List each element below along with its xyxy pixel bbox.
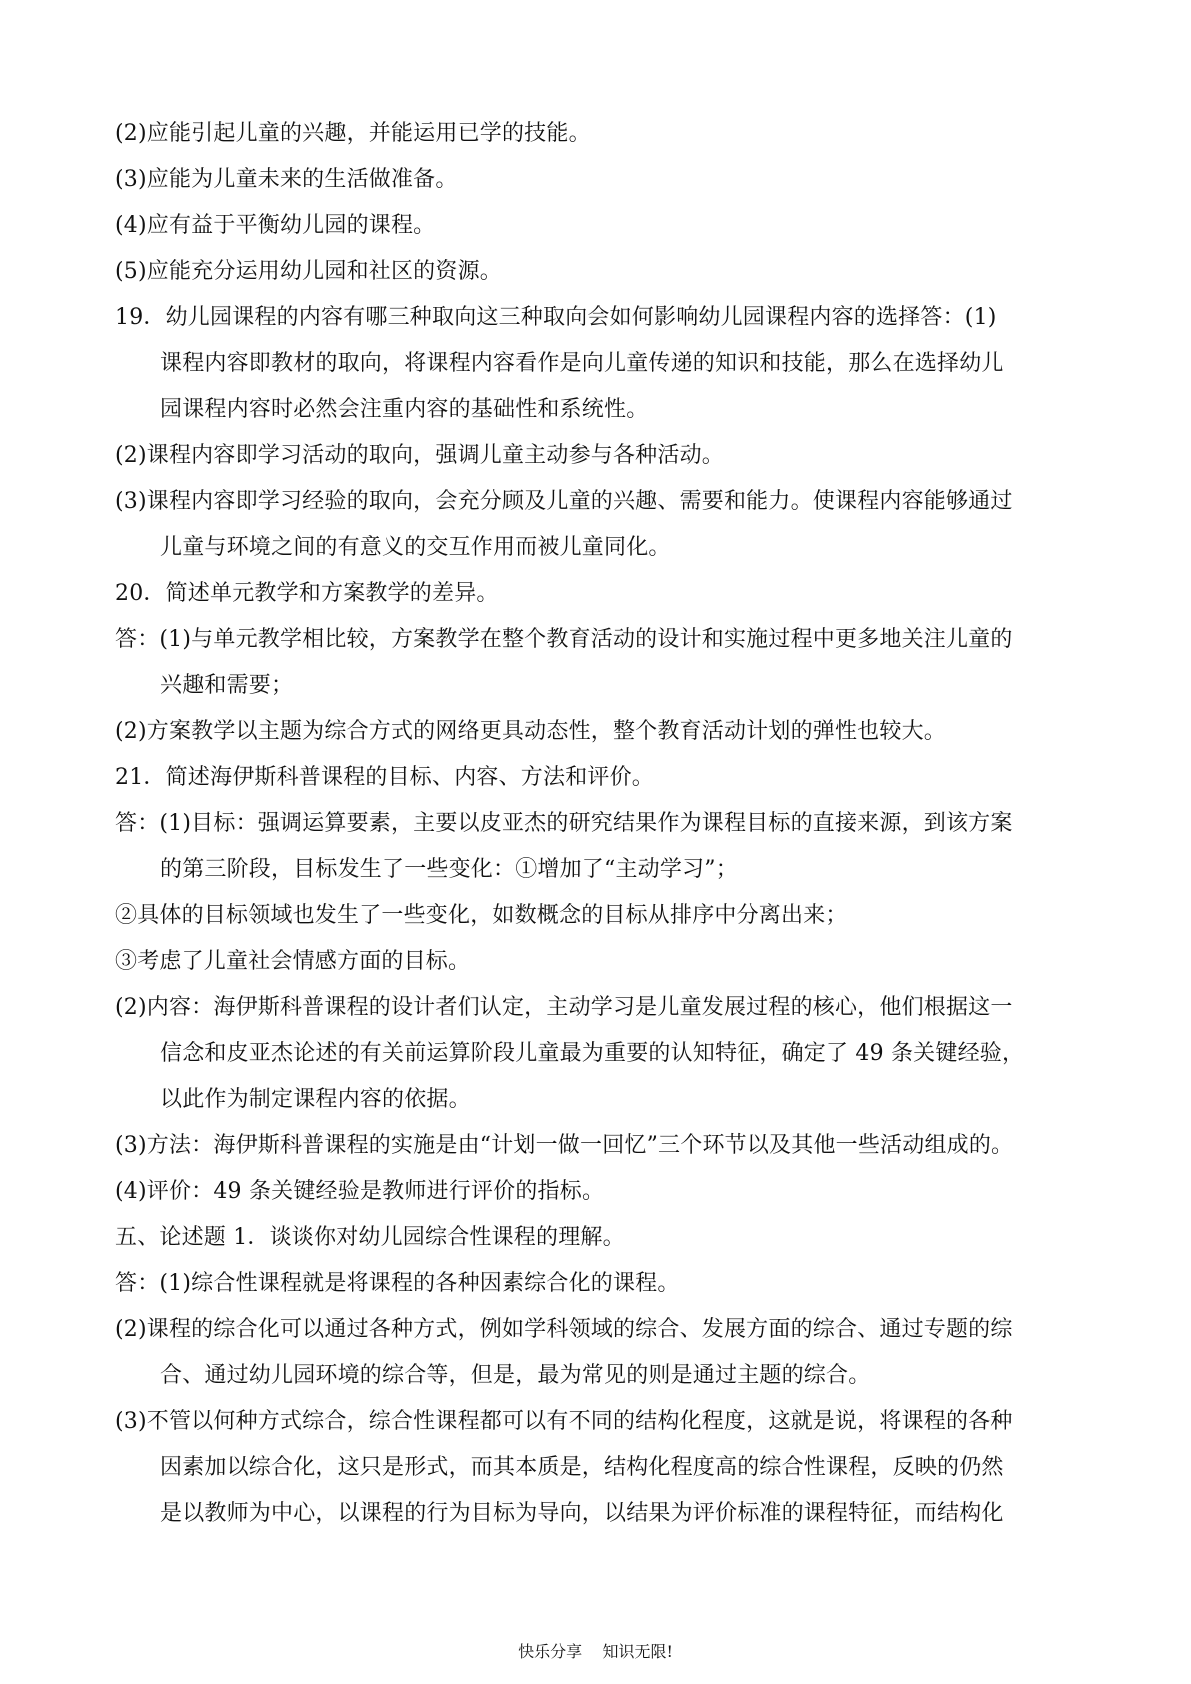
text-line-indented: 兴趣和需要； (160, 673, 294, 698)
text-line: (4)应有益于平衡幼儿园的课程。 (115, 213, 436, 238)
text-line: (3)不管以何种方式综合，综合性课程都可以有不同的结构化程度，这就是说，将课程的各种 (115, 1409, 1013, 1434)
answer-line: 答：(1)与单元教学相比较，方案教学在整个教育活动的设计和实施过程中更多地关注儿童的 (115, 627, 1013, 652)
text-line-indented: 是以教师为中心，以课程的行为目标为导向，以结果为评价标准的课程特征，而结构化 (160, 1501, 1004, 1526)
question-20-line: 20．简述单元教学和方案教学的差异。 (115, 581, 499, 606)
answer-line: 答：(1)目标：强调运算要素，主要以皮亚杰的研究结果作为课程目标的直接来源，到该方案 (115, 811, 1013, 836)
page-footer: 快乐分享 知识无限! (518, 1642, 673, 1661)
text-line: (2)内容：海伊斯科普课程的设计者们认定，主动学习是儿童发展过程的核心，他们根据这一 (115, 995, 1013, 1020)
text-line: (2)课程内容即学习活动的取向，强调儿童主动参与各种活动。 (115, 443, 724, 468)
text-line-indented: 信念和皮亚杰论述的有关前运算阶段儿童最为重要的认知特征，确定了 49 条关键经验， (160, 1041, 1025, 1066)
text-line: ③考虑了儿童社会情感方面的目标。 (115, 949, 471, 974)
text-line: ②具体的目标领域也发生了一些变化，如数概念的目标从排序中分离出来； (115, 903, 848, 928)
document-body (115, 111, 1115, 1537)
answer-line: 答：(1)综合性课程就是将课程的各种因素综合化的课程。 (115, 1271, 680, 1296)
text-line: (3)方法：海伊斯科普课程的实施是由“计划一做一回忆”三个环节以及其他一些活动组成的。 (115, 1133, 1014, 1158)
text-line: (3)应能为儿童未来的生活做准备。 (115, 167, 458, 192)
text-line-indented: 的第三阶段，目标发生了一些变化：①增加了“主动学习”； (160, 857, 738, 882)
text-line-indented: 儿童与环境之间的有意义的交互作用而被儿童同化。 (160, 535, 671, 560)
text-line: (2)应能引起儿童的兴趣，并能运用已学的技能。 (115, 121, 591, 146)
text-line-indented: 以此作为制定课程内容的依据。 (160, 1087, 471, 1112)
text-line: (2)课程的综合化可以通过各种方式，例如学科领域的综合、发展方面的综合、通过专题的综 (115, 1317, 1013, 1342)
text-line: (3)课程内容即学习经验的取向，会充分顾及儿童的兴趣、需要和能力。使课程内容能够通过 (115, 489, 1013, 514)
text-line-indented: 园课程内容时必然会注重内容的基础性和系统性。 (160, 397, 649, 422)
essay-question-heading: 五、论述题 1．谈谈你对幼儿园综合性课程的理解。 (115, 1225, 625, 1250)
text-line-indented: 因素加以综合化，这只是形式，而其本质是，结构化程度高的综合性课程，反映的仍然 (160, 1455, 1004, 1480)
text-line: (2)方案教学以主题为综合方式的网络更具动态性，整个教育活动计划的弹性也较大。 (115, 719, 946, 744)
text-line-indented: 合、通过幼儿园环境的综合等，但是，最为常见的则是通过主题的综合。 (160, 1363, 871, 1388)
text-line-indented: 课程内容即教材的取向，将课程内容看作是向儿童传递的知识和技能，那么在选择幼儿 (160, 351, 1004, 376)
question-21-line: 21．简述海伊斯科普课程的目标、内容、方法和评价。 (115, 765, 654, 790)
text-line: (4)评价：49 条关键经验是教师进行评价的指标。 (115, 1179, 605, 1204)
text-line: (5)应能充分运用幼儿园和社区的资源。 (115, 259, 502, 284)
question-19-line: 19．幼儿园课程的内容有哪三种取向这三种取向会如何影响幼儿园课程内容的选择答：(1) (115, 305, 997, 330)
